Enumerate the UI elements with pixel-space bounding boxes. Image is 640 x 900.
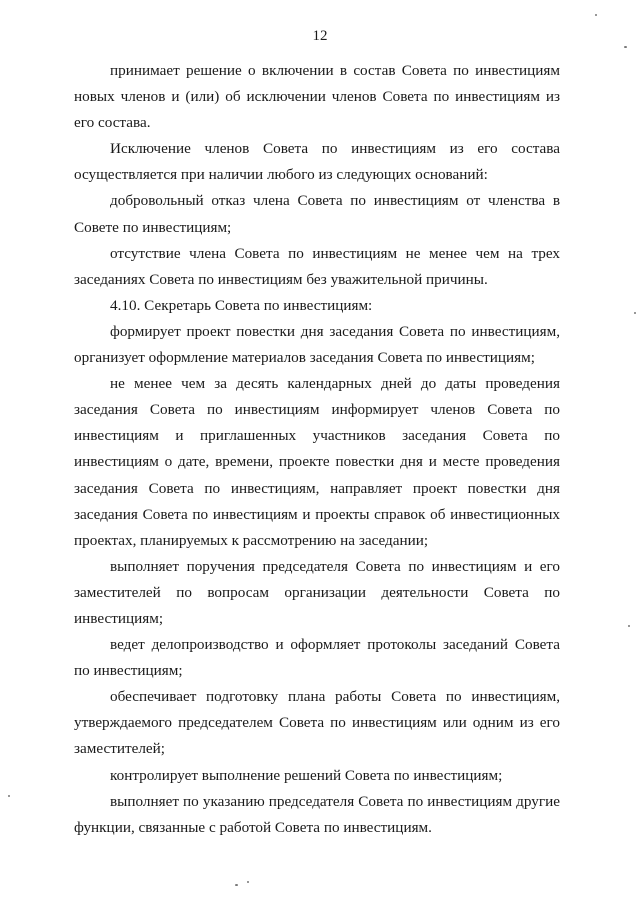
paragraph: ведет делопроизводство и оформляет протоколы заседаний Совета по инвестициям; (74, 636, 560, 680)
paragraph: не менее чем за десять календарных дней до даты проведения заседания Совета по инвестициям информирует членов Совета по инвестициям и приглашенных участников заседания Совета по инвестициям о дате, времени, проекте повестки дня и месте проведения заседания Совета по инвестициям, направляет проект повестки дня заседания Совета по инвестициям и проекты справок об инвестиционных проектах, планируемых к рассмотрению на заседании; (74, 375, 560, 549)
paragraph: контролирует выполнение решений Совета по инвестициям; (110, 766, 503, 784)
paragraph: принимает решение о включении в состав Совета по инвестициям новых членов и (или) об исключении членов Совета по инвестициям из его состава. (74, 62, 560, 132)
scan-speck (235, 884, 238, 886)
section-heading: 4.10. Секретарь Совета по инвестициям: (110, 296, 373, 314)
scan-speck (8, 795, 10, 797)
paragraph: формирует проект повестки дня заседания Совета по инвестициям, организует оформление материалов заседания Совета по инвестициям; (74, 322, 560, 367)
document-body (74, 58, 560, 841)
scan-speck (628, 625, 630, 627)
paragraph: выполняет поручения председателя Совета по инвестициям и его заместителей по вопросам организации деятельности Совета по инвестициям; (74, 557, 560, 627)
paragraph: добровольный отказ члена Совета по инвестициям от членства в Совете по инвестициям; (74, 192, 560, 236)
paragraph: Исключение членов Совета по инвестициям из его состава осуществляется при наличии любого из следующих оснований: (74, 140, 560, 184)
paragraph: отсутствие члена Совета по инвестициям не менее чем на трех заседаниях Совета по инвестициям без уважительной причины. (74, 244, 560, 288)
page-number: 12 (312, 28, 328, 44)
scan-speck (595, 14, 597, 16)
scan-speck (624, 46, 627, 48)
scan-speck (247, 881, 249, 883)
paragraph: обеспечивает подготовку плана работы Совета по инвестициям, утверждаемого председателем Совета по инвестициям или одним из его заместителей; (74, 688, 560, 758)
scan-speck (634, 312, 636, 314)
paragraph: выполняет по указанию председателя Совета по инвестициям другие функции, связанные с работой Совета по инвестициям. (74, 792, 560, 836)
